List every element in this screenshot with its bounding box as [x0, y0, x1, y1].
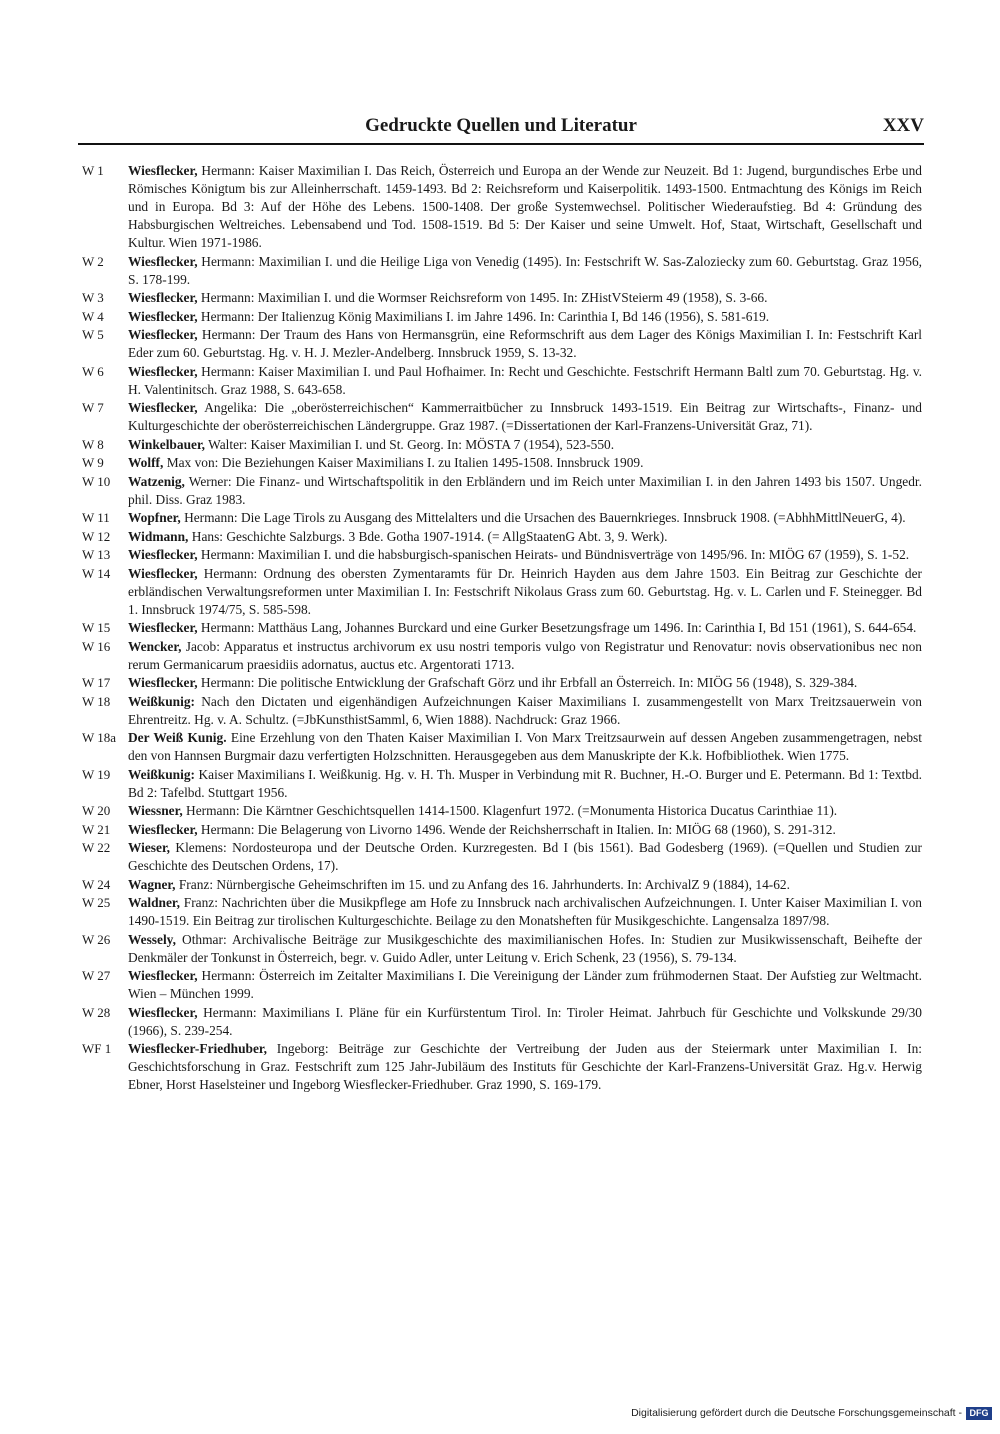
entry-author: Wiesflecker-Friedhuber,	[128, 1041, 267, 1056]
entry-code: W 4	[82, 308, 104, 324]
entry-text: Hermann: Die Belagerung von Livorno 1496. Wende der Reichsherrschaft in Italien. In: MIÖG 68 (1960), S. 291-312.	[197, 821, 836, 837]
bibliography-entry	[82, 931, 922, 967]
entry-code: W 16	[82, 638, 111, 654]
entry-text: Walter: Kaiser Maximilian I. und St. Georg. In: MÖSTA 7 (1954), 523-550.	[205, 436, 615, 452]
bibliography-entry	[82, 766, 922, 802]
entry-text: Kaiser Maximilians I. Weißkunig. Hg. v. H. Th. Musper in Verbindung mit R. Buchner, H.-O. Burger und E. Petermann. Bd 1: Textbd. Bd 2: Tafelbd. Stuttgart 1956.	[128, 766, 922, 800]
dfg-logo: DFG	[966, 1407, 992, 1420]
bibliography-entry	[82, 565, 922, 619]
entry-text: Hermann: Maximilian I. und die Heilige Liga von Venedig (1495). In: Festschrift W. Sas-Zaloziecky zum 60. Geburtstag. Graz 1956, S. 178-199.	[128, 253, 922, 287]
entry-code: W 24	[82, 876, 111, 892]
entry-author: Weißkunig:	[128, 693, 195, 709]
bibliography-entry	[82, 693, 922, 729]
bibliography-entry	[82, 894, 922, 930]
entry-code: W 11	[82, 510, 110, 525]
entry-text: Hermann: Die Lage Tirols zu Ausgang des Mittelalters und die Ursachen des Bauernkrieges. Innsbruck 1908. (=AbhhMittlNeuerG, 4).	[180, 510, 906, 525]
bibliography-entry	[82, 289, 922, 307]
entry-code: W 17	[82, 675, 111, 690]
entry-author: Wiesflecker,	[128, 290, 198, 305]
entry-author: Wiesflecker,	[128, 675, 198, 690]
bibliography-entry	[82, 528, 922, 546]
entry-text: Max von: Die Beziehungen Kaiser Maximilians I. zu Italien 1495-1508. Innsbruck 1909.	[163, 455, 644, 470]
entry-author: Wiesflecker,	[128, 400, 198, 415]
header-rule	[78, 143, 924, 145]
entry-text: Jacob: Apparatus et instructus archivorum ex usu nostri temporis vulgo von Registratur und Renovatur: novis observationibus nec non rerum Germanicarum praesidiis adornatus, auctus etc. Argentorati 1713.	[128, 638, 922, 672]
bibliography-entry	[82, 436, 922, 454]
entry-text: Hermann: Kaiser Maximilian I. und Paul Hofhaimer. In: Recht und Geschichte. Festschrift Hermann Baltl zum 70. Geburtstag. Hg. v. H. Valentinitsch. Graz 1988, S. 643-658.	[128, 363, 922, 397]
bibliography-entry	[82, 1040, 922, 1094]
bibliography-entry	[82, 509, 922, 527]
entry-text: Hans: Geschichte Salzburgs. 3 Bde. Gotha 1907-1914. (= AllgStaatenG Abt. 3, 9. Werk).	[188, 528, 668, 544]
bibliography-entry	[82, 821, 922, 839]
entry-author: Wiesflecker,	[128, 620, 198, 635]
entry-code: W 14	[82, 565, 111, 581]
bibliography-entry	[82, 638, 922, 674]
entry-code: W 25	[82, 895, 111, 910]
entry-code: W 26	[82, 931, 111, 947]
entry-code: W 2	[82, 253, 104, 269]
entry-code: W 13	[82, 547, 111, 562]
footer-text: Digitalisierung gefördert durch die Deutsche Forschungsgemeinschaft -	[631, 1407, 962, 1419]
entry-code: W 8	[82, 436, 104, 452]
entry-code: W 18	[82, 693, 111, 709]
entry-text: Hermann: Die Kärntner Geschichtsquellen 1414-1500. Klagenfurt 1972. (=Monumenta Historica Ducatus Carinthiae 11).	[182, 803, 838, 818]
entry-code: W 12	[82, 528, 111, 544]
entry-code: W 3	[82, 290, 104, 305]
entry-author: Weißkunig:	[128, 766, 195, 782]
entry-author: Wiesflecker,	[128, 308, 198, 324]
page-header	[78, 112, 924, 142]
entry-text: Hermann: Kaiser Maximilian I. Das Reich, Österreich und Europa an der Wende zur Neuzeit. Bd 1: Jugend, burgundisches Erbe und Römisches Königtum bis zur Alleinherrschaft. 1459-1493. Bd 2: Reichsreform und Kaiserpolitik. 1493-1500. Entmachtung des Königs im Reich und in Europa. Bd 3: Auf der Höhe des Lebens. 1500-1408. Der große Systemwechsel. Politischer Wiederaufstieg. Bd 4: Gründung des Habsburgischen Weltreiches. Lebensabend und Tod. 1508-1519. Bd 5: Der Kaiser und seine Umwelt. Hof, Staat, Wirtschaft, Gesellschaft und Kultur. Wien 1971-1986.	[128, 163, 922, 250]
bibliography-entry	[82, 326, 922, 362]
bibliography-entry	[82, 253, 922, 289]
bibliography-entry	[82, 1004, 922, 1040]
entry-author: Waldner,	[128, 895, 180, 910]
entry-author: Wiesflecker,	[128, 163, 198, 178]
entry-author: Wopfner,	[128, 510, 181, 525]
entry-code: W 1	[82, 163, 104, 178]
bibliography-entry	[82, 802, 922, 820]
entry-text: Hermann: Österreich im Zeitalter Maximilians I. Die Vereinigung der Länder zum frühmodernen Staat. Der Aufstieg zur Weltmacht. Wien – München 1999.	[128, 968, 922, 1001]
bibliography-entry	[82, 674, 922, 692]
entry-code: W 18a	[82, 730, 117, 745]
entry-code: W 15	[82, 620, 111, 635]
entry-text: Othmar: Archivalische Beiträge zur Musikgeschichte des maximilianischen Hofes. In: Studien zur Musikwissenschaft, Beihefte der Denkmäler der Tonkunst in Österreich, begr. v. Guido Adler, unter Leitung v. Erich Schenk, 23 (1956), S. 79-134.	[128, 931, 922, 965]
entry-author: Wiesflecker,	[128, 547, 198, 562]
entry-author: Wolff,	[128, 455, 164, 470]
entry-author: Wencker,	[128, 638, 182, 654]
entry-author: Wiesflecker,	[128, 565, 198, 581]
entry-code: W 21	[82, 821, 111, 837]
entry-author: Wiesflecker,	[128, 968, 198, 983]
bibliography-entry	[82, 473, 922, 509]
entry-code: W 19	[82, 766, 111, 782]
entry-text: Hermann: Matthäus Lang, Johannes Burckard und eine Gurker Besetzungsfrage um 1496. In: Carinthia I, Bd 151 (1961), S. 644-654.	[197, 620, 917, 635]
entry-text: Hermann: Maximilian I. und die habsburgisch-spanischen Heirats- und Bündnisverträge von 1495/96. In: MIÖG 67 (1959), S. 1-52.	[197, 547, 910, 562]
entry-author: Widmann,	[128, 528, 189, 544]
entry-text: Franz: Nachrichten über die Musikpflege am Hofe zu Innsbruck nach archivalischen Aufzeichnungen. I. Unter Kaiser Maximilian I. von 1490-1519. Ein Beitrag zur tirolischen Kulturgeschichte. Beilage zu den Monatsheften für Musikgeschichte. Langensalza 1897/98.	[128, 895, 922, 928]
entry-text: Franz: Nürnbergische Geheimschriften im 15. und zu Anfang des 16. Jahrhunderts. In: ArchivalZ 9 (1884), 14-62.	[175, 876, 790, 892]
entry-code: W 10	[82, 473, 111, 489]
entry-text: Hermann: Maximilian I. und die Wormser Reichsreform von 1495. In: ZHistVSteierm 49 (1958), S. 3-66.	[197, 290, 768, 305]
footer	[631, 1404, 992, 1422]
entry-text: Hermann: Der Italienzug König Maximilians I. im Jahre 1496. In: Carinthia I, Bd 146 (1956), S. 581-619.	[197, 308, 770, 324]
entry-author: Der Weiß Kunig.	[128, 730, 227, 745]
entry-author: Wiesflecker,	[128, 1004, 198, 1020]
entry-author: Wiesflecker,	[128, 253, 198, 269]
entry-code: W 9	[82, 455, 104, 470]
entry-text: Angelika: Die „oberösterreichischen“ Kammerraitbücher zu Innsbruck 1493-1519. Ein Beitrag zur Wirtschafts-, Finanz- und Kulturgeschichte der oberösterreichischen Ländergruppe. Graz 1987. (=Dissertationen der Karl-Franzens-Universität Graz, 71).	[128, 400, 922, 433]
entry-text: Klemens: Nordosteuropa und der Deutsche Orden. Kurzregesten. Bd I (bis 1561). Bad Godesberg (1969). (=Quellen und Studien zur Geschichte des Deutschen Ordens, 17).	[128, 840, 922, 873]
bibliography-entry	[82, 546, 922, 564]
bibliography-entry	[82, 454, 922, 472]
bibliography-entry	[82, 876, 922, 894]
entry-code: WF 1	[82, 1041, 112, 1056]
entry-text: Ingeborg: Beiträge zur Geschichte der Vertreibung der Juden aus der Steiermark unter Maximilian I. In: Geschichtsforschung in Graz. Festschrift zum 125 Jahr-Jubiläum des Instituts für Geschichte der Karl-Franzens-Universität Graz. Hg.v. Herwig Ebner, Horst Haselsteiner und Ingeborg Wiesflecker-Friedhuber. Graz 1990, S. 169-179.	[128, 1041, 922, 1092]
entry-code: W 5	[82, 327, 104, 342]
entry-text: Hermann: Maximilians I. Pläne für ein Kurfürstentum Tirol. In: Tiroler Heimat. Jahrbuch für Geschichte und Volkskunde 29/30 (1966), S. 239-254.	[128, 1004, 922, 1038]
page-title: Gedruckte Quellen und Literatur	[365, 115, 637, 136]
page-number: XXV	[882, 115, 924, 136]
entry-author: Wiesflecker,	[128, 821, 198, 837]
entry-author: Wagner,	[128, 876, 176, 892]
bibliography-entry	[82, 162, 922, 252]
entry-code: W 22	[82, 840, 111, 855]
entry-code: W 20	[82, 803, 111, 818]
entry-text: Hermann: Der Traum des Hans von Hermansgrün, eine Reformschrift aus dem Lager des Königs Maximilian I. In: Festschrift Karl Eder zum 60. Geburtstag. Hg. v. H. J. Mezler-Andelberg. Innsbruck 1959, S. 13-32.	[128, 327, 922, 360]
entry-author: Wiesflecker,	[128, 363, 198, 379]
entry-author: Wessely,	[128, 931, 176, 947]
entry-author: Wiessner,	[128, 803, 183, 818]
bibliography-entry	[82, 308, 922, 326]
entry-code: W 6	[82, 363, 104, 379]
entry-author: Wiesflecker,	[128, 327, 198, 342]
bibliography-entry	[82, 363, 922, 399]
bibliography-entry	[82, 967, 922, 1003]
bibliography-entry	[82, 839, 922, 875]
bibliography-entry	[82, 619, 922, 637]
entry-text: Hermann: Ordnung des obersten Zymentaramts für Dr. Heinrich Hayden aus dem Jahre 1503. Ein Beitrag zur Geschichte der erbländischen Verwaltungsreformen unter Maximilian I. In: Festschrift Nikolaus Grass zum 60. Geburtstag. Hg. v. L. Carlen und F. Steinegger. Bd 1. Innsbruck 1974/75, S. 585-598.	[128, 565, 922, 617]
entry-code: W 28	[82, 1004, 111, 1020]
entry-code: W 7	[82, 400, 104, 415]
entry-text: Werner: Die Finanz- und Wirtschaftspolitik in den Erbländern und im Reich unter Maximilian I. in den Jahren 1493 bis 1507. Ungedr. phil. Diss. Graz 1983.	[128, 473, 922, 507]
entry-author: Winkelbauer,	[128, 436, 206, 452]
entry-author: Watzenig,	[128, 473, 185, 489]
bibliography-entry	[82, 399, 922, 435]
entry-code: W 27	[82, 968, 111, 983]
entry-text: Nach den Dictaten und eigenhändigen Aufzeichnungen Kaiser Maximilians I. zusammengestellt von Marx Treitzsauerwein von Ehrentreitz. Hg. v. A. Schultz. (=JbKunsthistSamml, 6, Wien 1888). Nachdruck: Graz 1966.	[128, 693, 922, 727]
entry-text: Eine Erzehlung von den Thaten Kaiser Maximilian I. Von Marx Treitzsaurwein auf dessen Angeben zusammengetragen, nebst den von Hannsen Burgmair dazu verfertigten Holzschnitten. Herausgegeben aus dem Manuskripte der K.k. Hofbibliothek. Wien 1775.	[128, 730, 922, 763]
bibliography-list	[82, 162, 922, 1095]
bibliography-entry	[82, 729, 922, 765]
entry-text: Hermann: Die politische Entwicklung der Grafschaft Görz und ihr Erbfall an Österreich. In: MIÖG 56 (1948), S. 329-384.	[197, 675, 858, 690]
entry-author: Wieser,	[128, 840, 171, 855]
